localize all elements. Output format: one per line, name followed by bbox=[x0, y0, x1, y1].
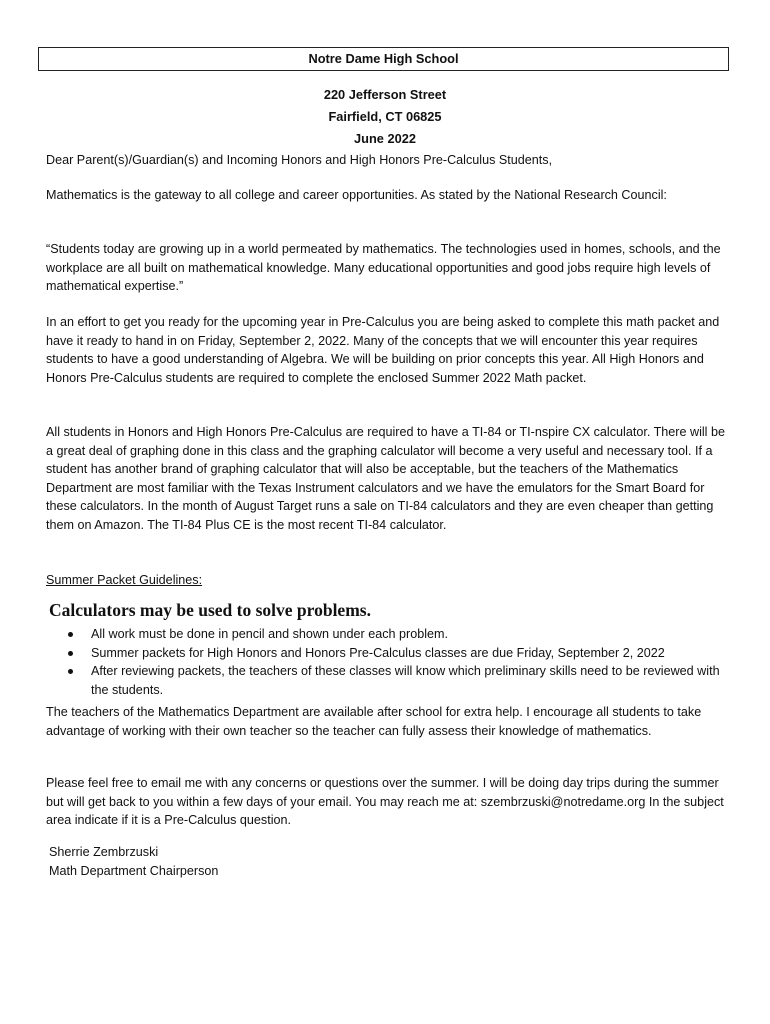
intro-paragraph: Mathematics is the gateway to all college and career opportunities. As stated by the National Research Council: bbox=[46, 188, 667, 202]
guidelines-label: Summer Packet Guidelines: bbox=[46, 573, 203, 587]
letter-date: June 2022 bbox=[354, 131, 416, 146]
quote-paragraph: “Students today are growing up in a world permeated by mathematics. The technologies used in homes, schools, and the workplace are all built on mathematical knowledge. Many educational opportunities and good jobs require high levels of mathematical expertise.” bbox=[46, 242, 721, 294]
packet-paragraph: In an effort to get you ready for the upcoming year in Pre-Calculus you are being asked to complete this math packet and have it ready to hand in on Friday, September 2, 2022. Many of the concepts that we will encounter this year requires students to have a good understanding of Algebra. We will be building on prior concepts this year. All High Honors and Honors Pre-Calculus students are required to complete the enclosed Summer 2022 Math packet. bbox=[46, 315, 720, 385]
city-address: Fairfield, CT 06825 bbox=[328, 109, 442, 124]
bullet-icon bbox=[68, 632, 73, 637]
signature-title: Math Department Chairperson bbox=[49, 864, 219, 878]
calculators-heading: Calculators may be used to solve problems. bbox=[49, 600, 371, 620]
bullet-icon bbox=[68, 669, 73, 674]
salutation: Dear Parent(s)/Guardian(s) and Incoming Honors and High Honors Pre-Calculus Students, bbox=[46, 153, 553, 167]
signature-name: Sherrie Zembrzuski bbox=[49, 845, 159, 859]
calculator-paragraph: All students in Honors and High Honors Pre-Calculus are required to have a TI-84 or TI-nspire CX calculator. There will be a great deal of graphing done in this class and the graphing calculator will become a very useful and necessary tool. If a student has another brand of graphing calculator that will also be acceptable, but the teachers of the Mathematics Department are most familiar with the Texas Instrument calculators and we have the emulators for the Smart Board for these calculators. In the month of August Target runs a sale on TI-84 calculators and they are even cheaper than getting them on Amazon. The TI-84 Plus CE is the most recent TI-84 calculator. bbox=[46, 425, 725, 532]
list-item: After reviewing packets, the teachers of these classes will know which preliminary skills need to be reviewed with the students. bbox=[64, 662, 724, 699]
help-paragraph: The teachers of the Mathematics Department are available after school for extra help. I encourage all students to take advantage of working with their own teacher so the teacher can fully assess their knowledge of mathematics. bbox=[46, 705, 702, 738]
street-address: 220 Jefferson Street bbox=[323, 87, 447, 102]
list-item: All work must be done in pencil and shown under each problem. bbox=[64, 625, 724, 644]
school-name-box: Notre Dame High School bbox=[38, 47, 729, 71]
bullet-icon bbox=[68, 651, 73, 656]
guidelines-list bbox=[64, 625, 724, 699]
list-item: Summer packets for High Honors and Honors Pre-Calculus classes are due Friday, September 2, 2022 bbox=[64, 644, 724, 663]
email-paragraph: Please feel free to email me with any concerns or questions over the summer. I will be doing day trips during the summer but will get back to you within a few days of your email. You may reach me at: szembrzuski@notredame.org In the subject area indicate if it is a Pre-Calculus question. bbox=[46, 776, 724, 828]
